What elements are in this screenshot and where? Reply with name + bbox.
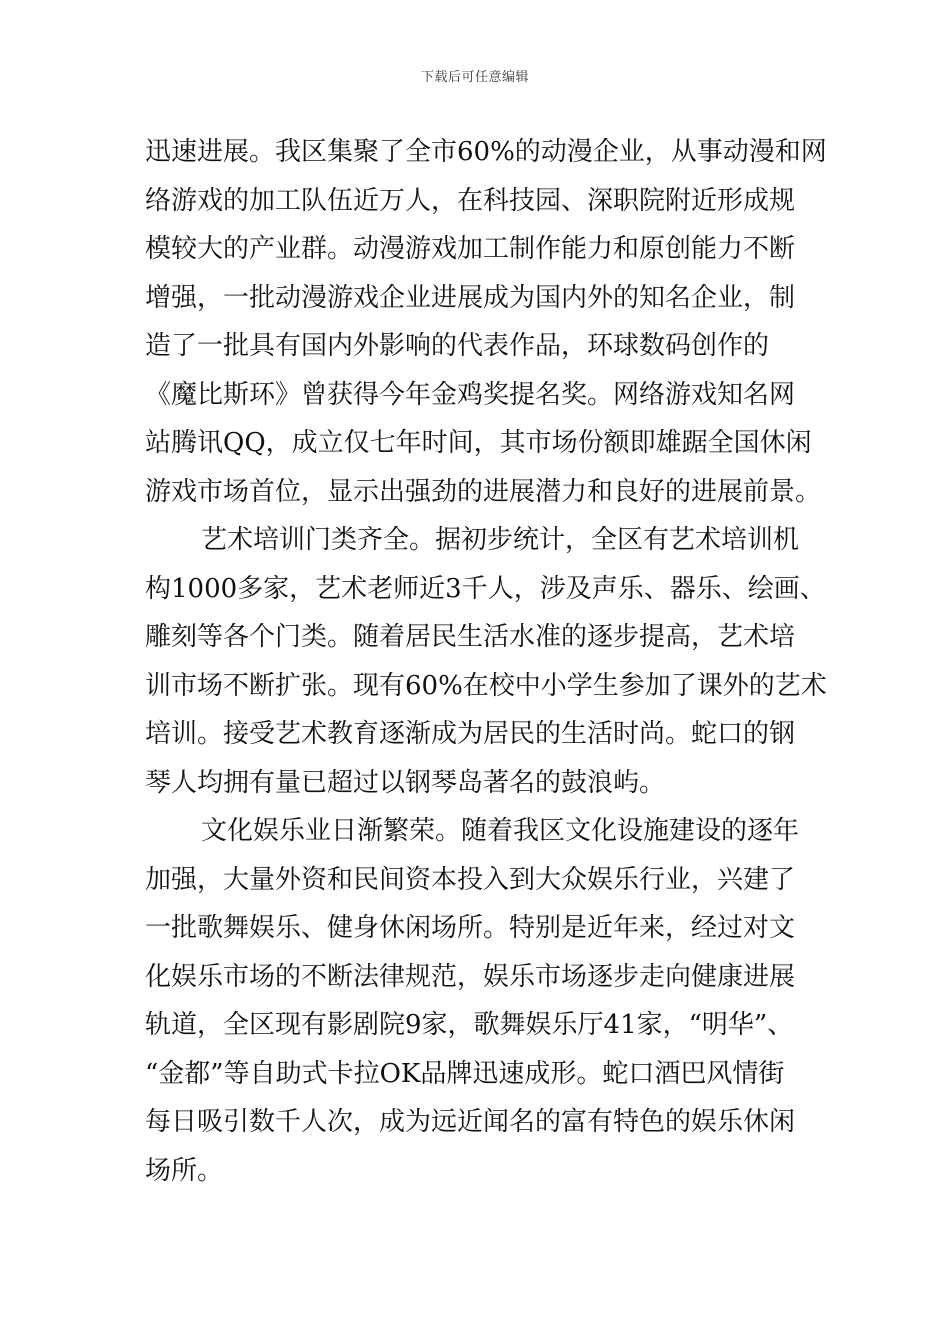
text-line: 一批歌舞娱乐、健身休闲场所。特别是近年来，经过对文 bbox=[145, 913, 796, 943]
text-line: 艺术培训门类齐全。据初步统计，全区有艺术培训机 bbox=[201, 525, 800, 555]
paragraph bbox=[145, 516, 827, 807]
text-line: 迅速进展。我区集聚了全市60%的动漫企业，从事动漫和网 bbox=[145, 137, 827, 167]
text-line: 文化娱乐业日渐繁荣。随着我区文化设施建设的逐年 bbox=[201, 816, 800, 846]
text-line: 雕刻等各个门类。随着居民生活水准的逐步提高，艺术培 bbox=[145, 622, 796, 652]
text-line: 场所。 bbox=[145, 1155, 224, 1186]
text-line: 琴人均拥有量已超过以钢琴岛著名的鼓浪屿。 bbox=[145, 767, 666, 798]
text-line: “金都”等自助式卡拉OK品牌迅速成形。蛇口酒巴风情街 bbox=[145, 1058, 785, 1089]
text-line: 加强，大量外资和民间资本投入到大众娱乐行业，兴建了 bbox=[145, 864, 796, 895]
text-line: 游戏市场首位，显示出强劲的进展潜力和良好的进展前景。 bbox=[145, 476, 822, 507]
text-line: 训市场不断扩张。现有60%在校中小学生参加了课外的艺术 bbox=[145, 670, 827, 701]
text-line: 化娱乐市场的不断法律规范，娱乐市场逐步走向健康进展 bbox=[145, 961, 796, 992]
text-line: 轨道，全区现有影剧院9家，歌舞娱乐厅41家，“明华”、 bbox=[145, 1010, 794, 1040]
text-line: 站腾讯QQ，成立仅七年时间，其市场份额即雄踞全国休闲 bbox=[145, 428, 812, 458]
text-line: 络游戏的加工队伍近万人，在科技园、深职院附近形成规 bbox=[145, 185, 796, 216]
page-header: 下载后可任意编辑 bbox=[420, 70, 529, 85]
text-line: 造了一批具有国内外影响的代表作品，环球数码创作的 bbox=[145, 331, 770, 361]
paragraph bbox=[145, 807, 815, 1195]
text-line: 每日吸引数千人次，成为远近闻名的富有特色的娱乐休闲 bbox=[145, 1107, 796, 1137]
text-line: 构1000多家，艺术老师近3千人，涉及声乐、器乐、绘画、 bbox=[145, 573, 826, 604]
text-line: 增强，一批动漫游戏企业进展成为国内外的知名企业，制 bbox=[145, 282, 796, 313]
text-line: 《魔比斯环》曾获得今年金鸡奖提名奖。网络游戏知名网 bbox=[145, 379, 796, 410]
text-line: 模较大的产业群。动漫游戏加工制作能力和原创能力不断 bbox=[145, 234, 796, 264]
document-body bbox=[145, 128, 827, 1195]
paragraph bbox=[145, 128, 827, 516]
text-line: 培训。接受艺术教育逐渐成为居民的生活时尚。蛇口的钢 bbox=[145, 719, 796, 749]
